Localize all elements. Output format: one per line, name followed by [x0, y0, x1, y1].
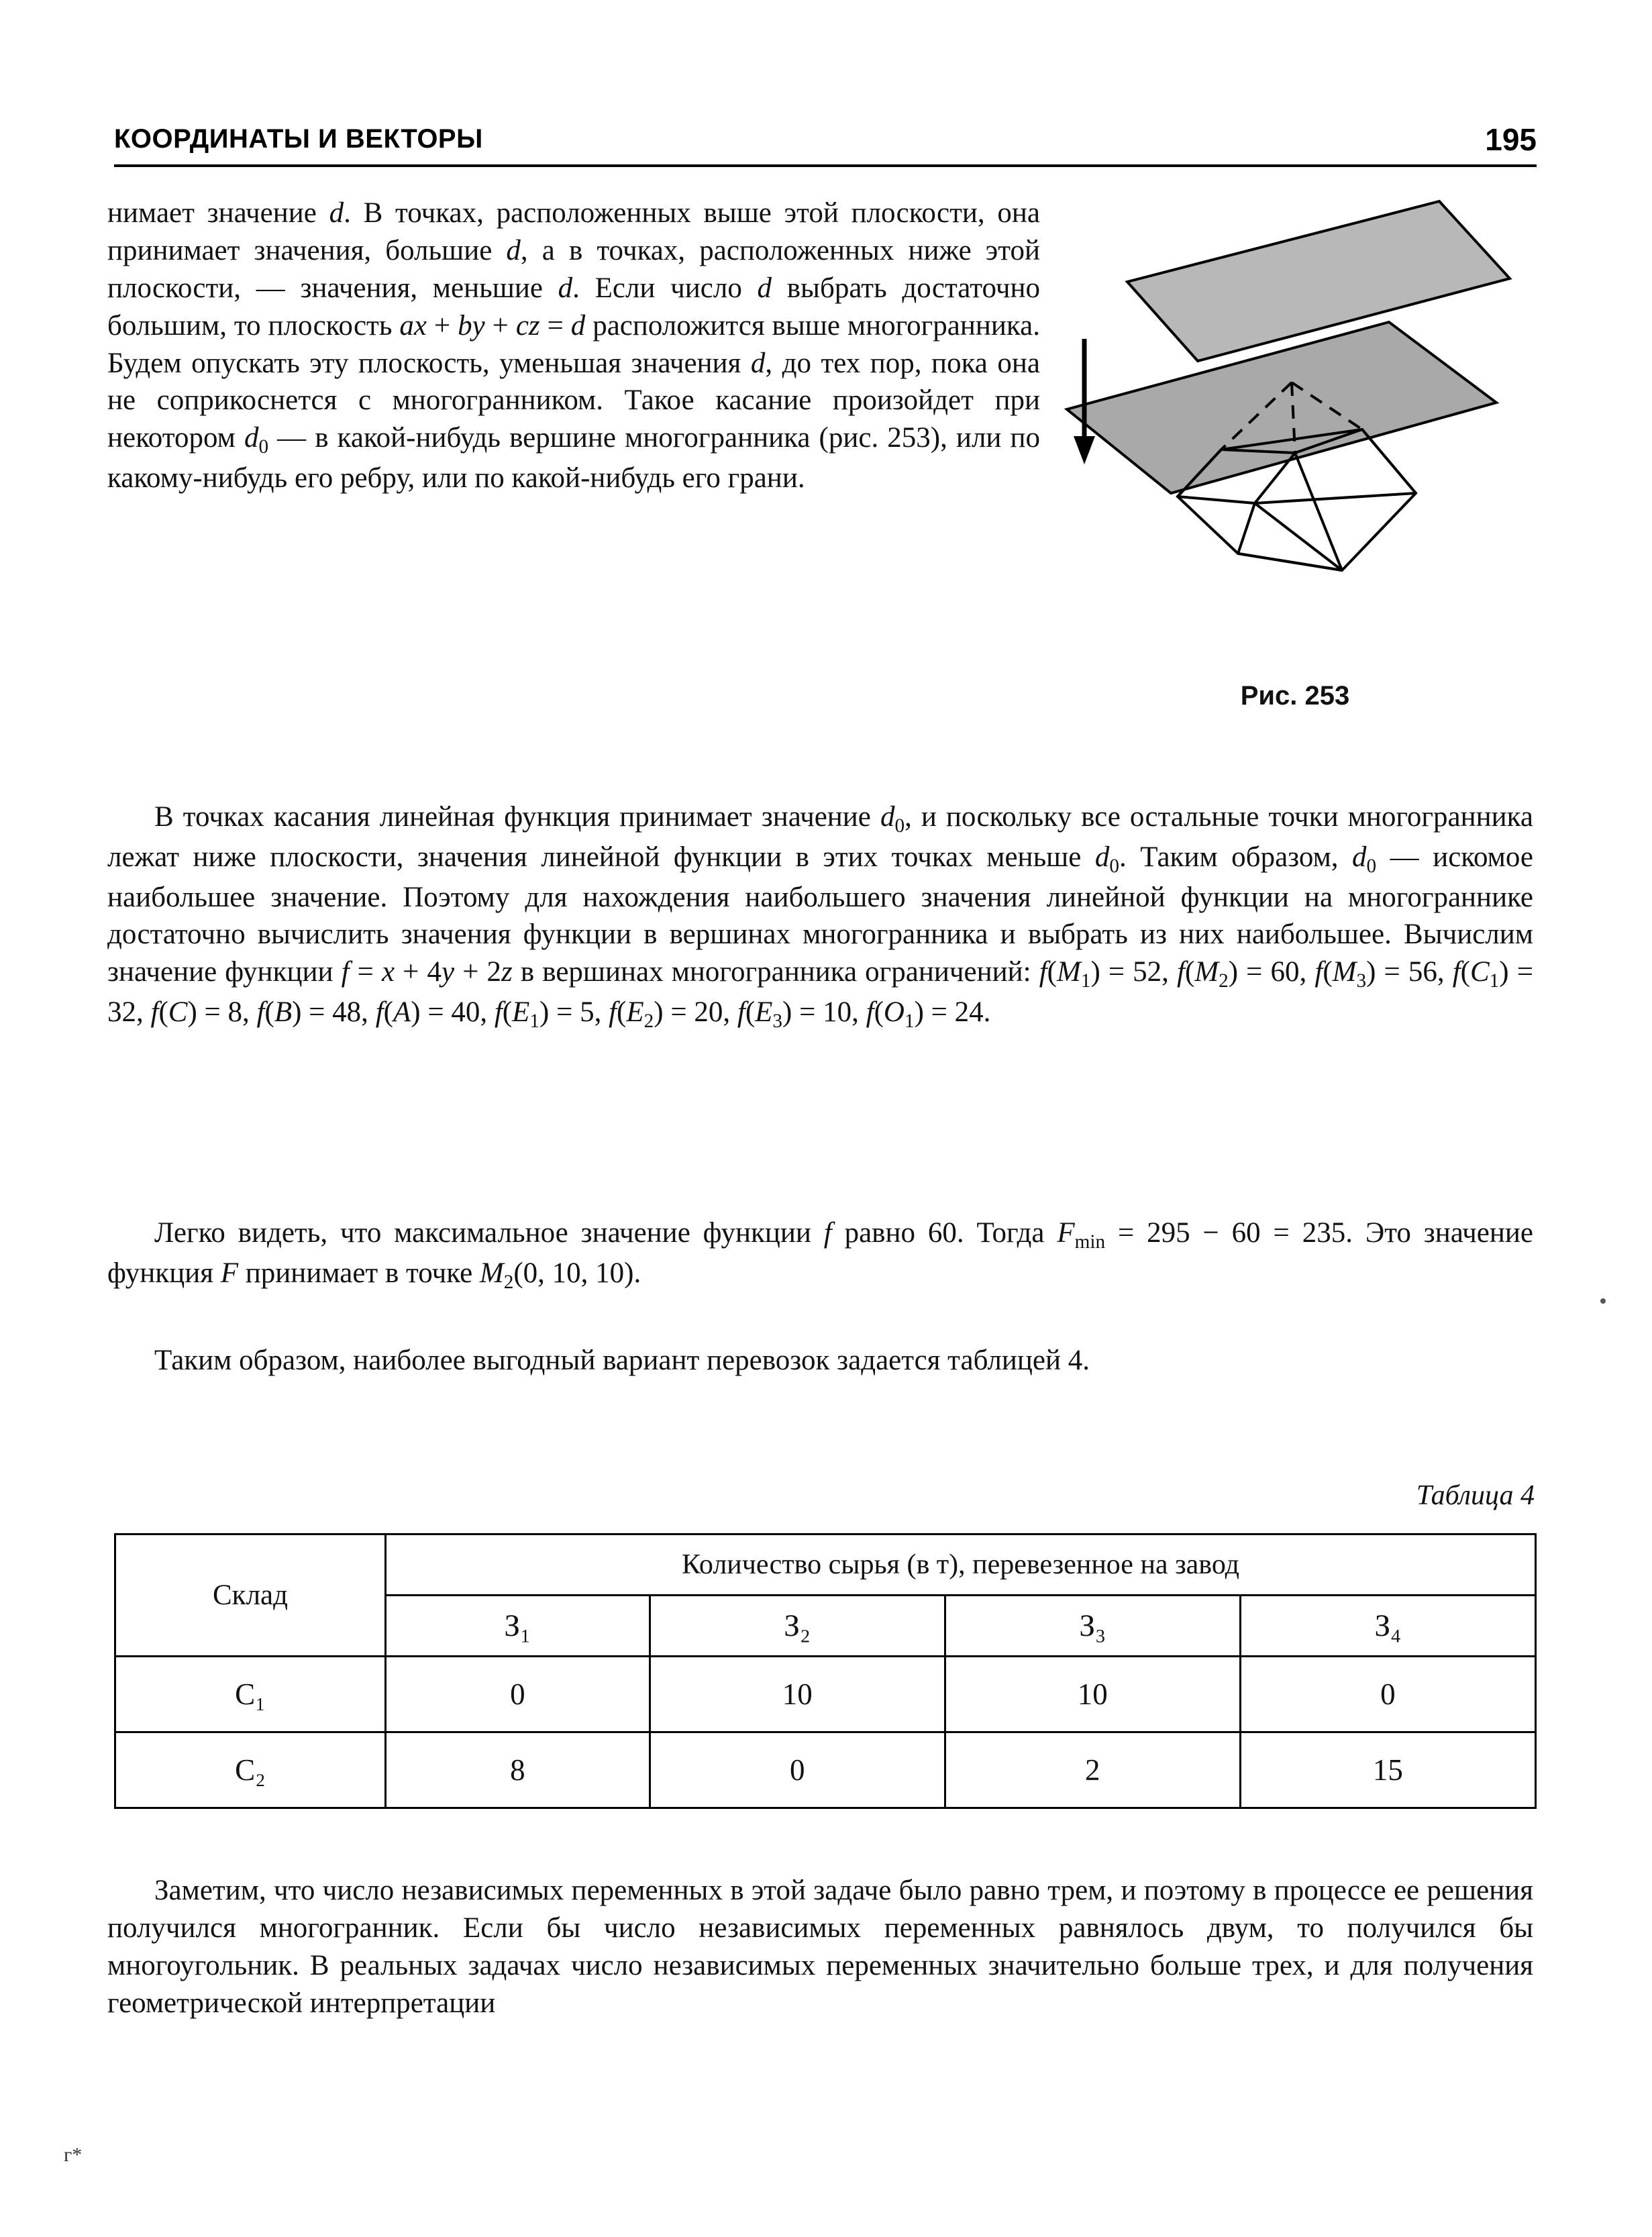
table-cell-1-2: 2: [945, 1732, 1240, 1808]
table-header-row-1: [115, 1534, 1536, 1596]
table-row-header-1: С₂: [115, 1732, 386, 1808]
page-number: 195: [1485, 122, 1537, 157]
paragraph-remark: Заметим, что число независимых переменных в этой задаче было равно трем, и поэтому в процессе ее решения получился многогранник. Если бы число независимых переменных равнялось двум, то получился бы многоугольник. В реальных задачах число независимых переменных значительно больше трех, и для получения геометрической интерпретации: [107, 1875, 1533, 2019]
table-cell-1-3: 15: [1240, 1732, 1535, 1808]
table-cell-1-1: 0: [650, 1732, 945, 1808]
table-cell-0-2: 10: [945, 1657, 1240, 1732]
figure-253-drawing: [1053, 188, 1537, 678]
figure-caption: Рис. 253: [1240, 681, 1350, 711]
header-divider: [114, 164, 1537, 167]
table-col-header-1: З₂: [650, 1596, 945, 1657]
page-header: [114, 124, 1537, 166]
table-cell-0-0: 0: [386, 1657, 650, 1732]
table-cell-0-1: 10: [650, 1657, 945, 1732]
margin-dot: [1600, 1298, 1606, 1304]
table-cell-1-0: 8: [386, 1732, 650, 1808]
table-corner-header: Склад: [115, 1534, 386, 1657]
upper-plane-shape: [1127, 201, 1510, 361]
table-cell-0-3: 0: [1240, 1657, 1535, 1732]
figure-253: [1053, 188, 1537, 725]
page-title: КООРДИНАТЫ И ВЕКТОРЫ: [114, 124, 483, 154]
table-col-header-2: З₃: [945, 1596, 1240, 1657]
table-col-header-3: З₄: [1240, 1596, 1535, 1657]
table-col-header-0: З₁: [386, 1596, 650, 1657]
intro-paragraph-text: нимает значение d. В точках, расположенных выше этой плоскости, она принимает значения, большие d, а в точках, расположенных ниже этой плоскости, — значения, меньшие d. Если число d выбрать достаточно большим, то плоскость ax + by + cz = d расположится выше многогранника. Будем опускать эту плоскость, уменьшая значения d, до тех пор, пока она не соприкоснется с многогранником. Такое касание произойдет при некотором $d_0$ — в какой-нибудь вершине многогранника (рис. 253), или по какому-нибудь его ребру, или по какой-нибудь его грани.: [107, 197, 1041, 495]
tangent-plane-shape: [1067, 322, 1496, 493]
table-span-header: Количество сырья (в т), перевезенное на завод: [386, 1534, 1536, 1596]
table-row-header-0: С₁: [115, 1657, 386, 1732]
paragraph-maximum: Легко видеть, что максимальное значение функции f равно 60. Тогда $F_{min} = 295 - 60 = 235$. Это значение функция F принимает в точке $M_2(0$, 10, 10).: [107, 1217, 1533, 1293]
table-label: Таблица 4: [1416, 1480, 1535, 1511]
table-row: [115, 1657, 1536, 1732]
footer-signature-mark: г*: [64, 2144, 83, 2166]
paragraph-conclusion: Таким образом, наиболее выгодный вариант перевозок задается таблицей 4.: [154, 1345, 1090, 1376]
table-row: [115, 1732, 1536, 1808]
intro-paragraph: [107, 195, 1040, 497]
descent-arrow-head: [1074, 436, 1095, 464]
paragraph-tangency: В точках касания линейная функция принимает значение $d_0$, и поскольку все остальные точки многогранника лежат ниже плоскости, значения линейной функции в этих точках меньше $d_0$. Таким образом, $d_0$ — искомое наибольшее значение. Поэтому для нахождения наибольшего значения линейной функции на многограннике достаточно вычислить значения функции в вершинах многогранника и выбрать из них наибольшее. Вычислим значение функции f = x + 4y + 2z в вершинах многогранника ограничений: $f(M_1) = 52$, $f(M_2) = 60$, $f(M_3) = 56$, $f(C_1) = 32$, f(C) = 8, f(B) = 48, f(A) = 40, $f(E_1) = 5$, $f(E_2) = 20$, $f(E_3) = 10$, $f(O_1) = 24$.: [107, 801, 1534, 1032]
transport-table: [114, 1533, 1537, 1809]
